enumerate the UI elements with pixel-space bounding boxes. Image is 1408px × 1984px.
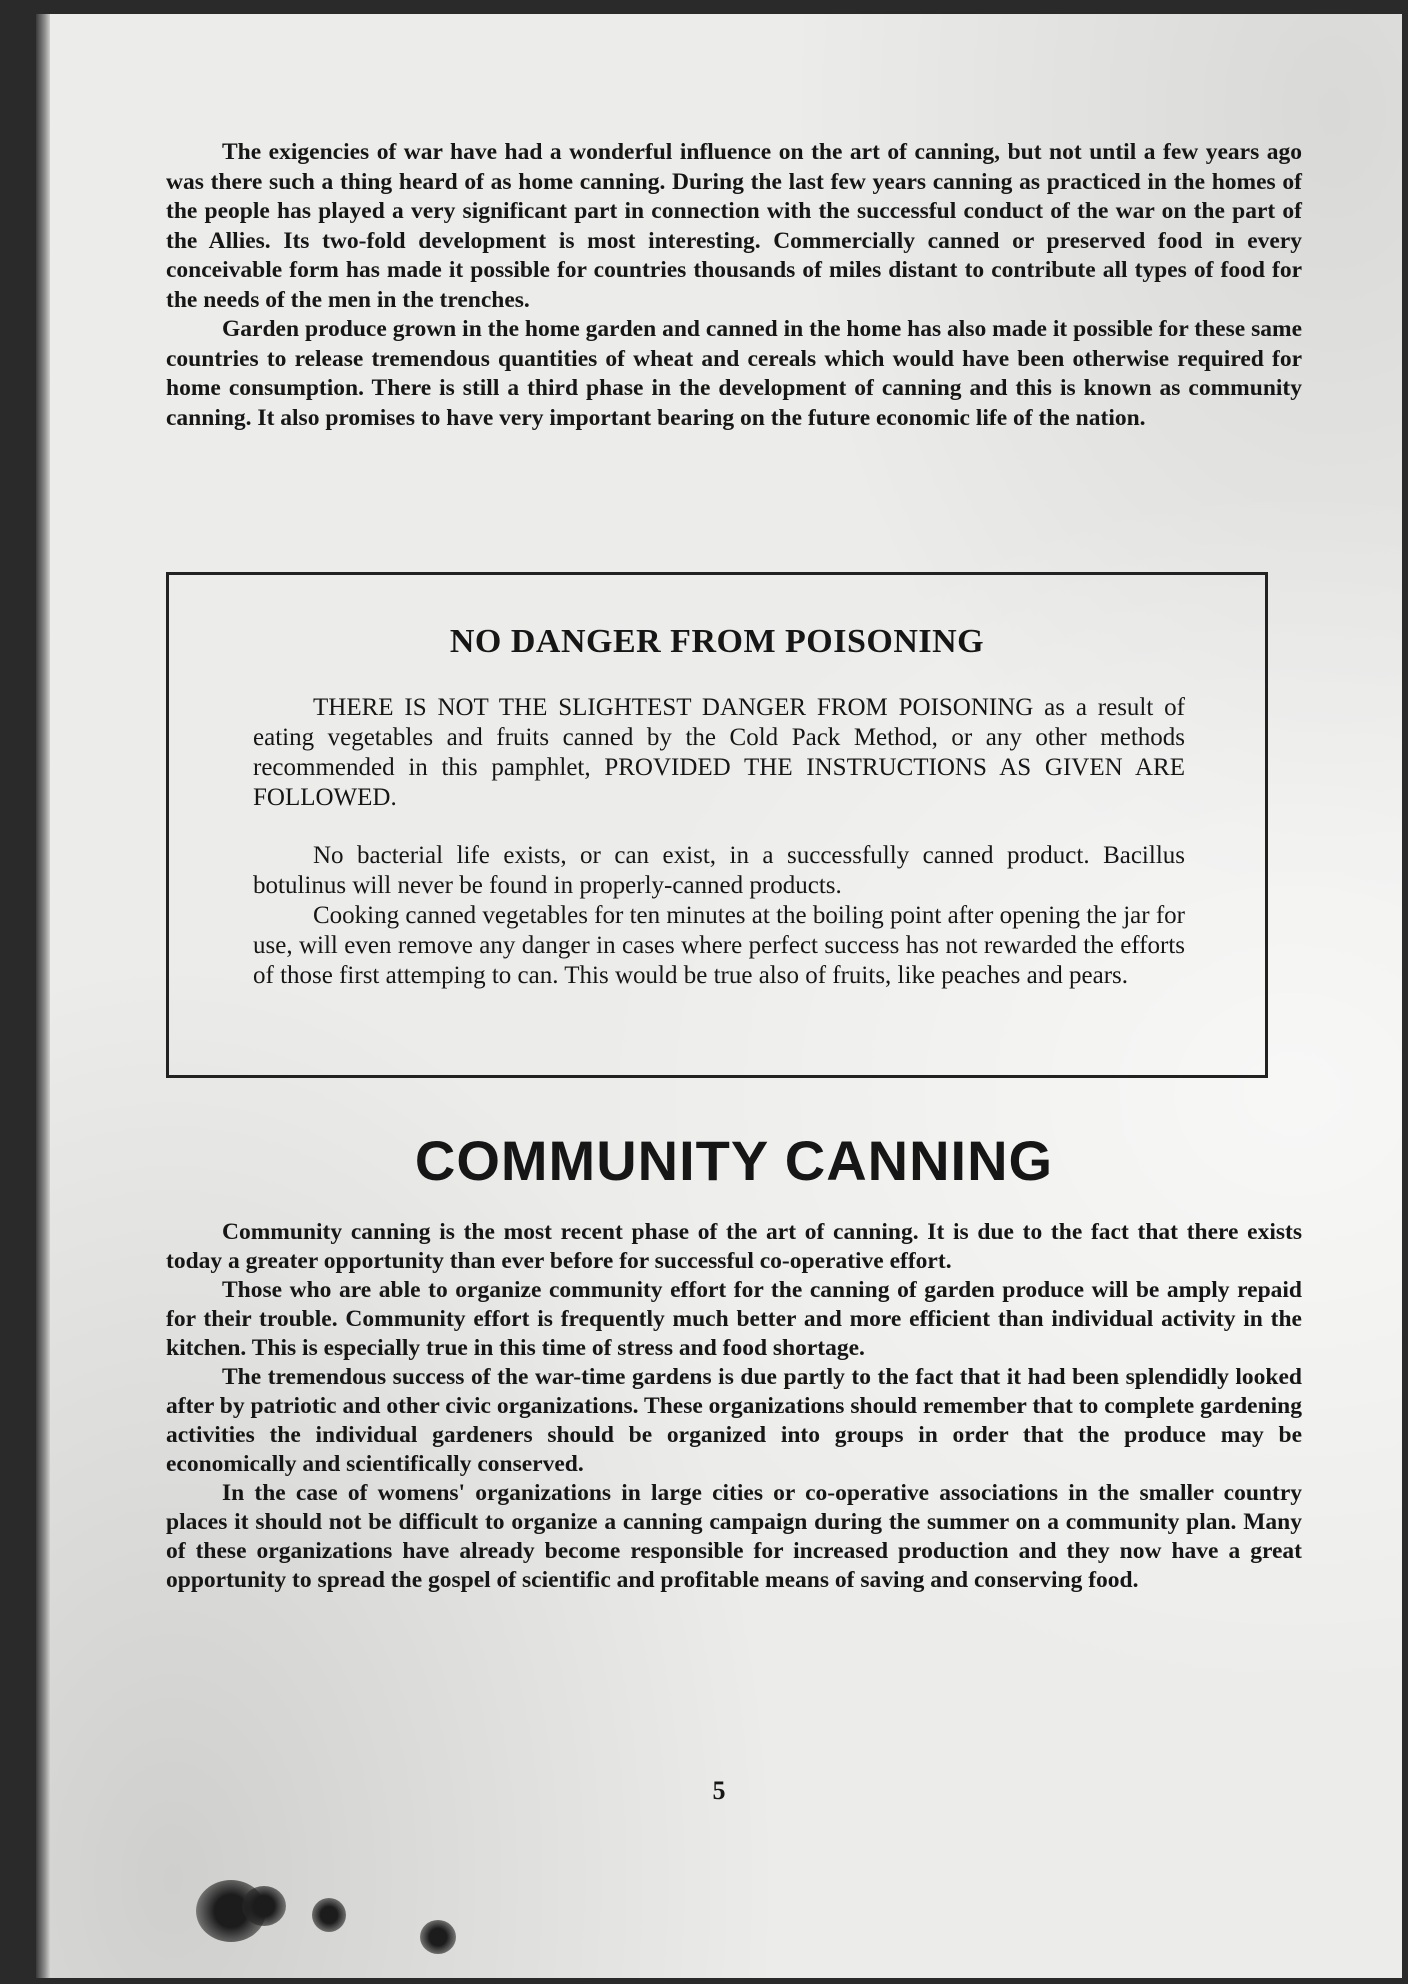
intro-paragraph: Garden produce grown in the home garden and canned in the home has also made it possible for these same countries to release tremendous quantities of wheat and cereals which would have been otherwise required for home consumption. There is still a third phase in the development of canning and this is known as community canning. It also promises to have very important bearing on the future economic life of the nation.	[166, 316, 1302, 431]
notice-box-body	[253, 693, 1185, 991]
community-section	[166, 1218, 1302, 1595]
notice-paragraph: THERE IS NOT THE SLIGHTEST DANGER FROM POISONING as a result of eating vegetables and fruits canned by the Cold Pack Method, or any other methods recommended in this pamphlet, PROVIDED THE INSTRUCTIONS AS GIVEN ARE FOLLOWED.	[253, 694, 1185, 811]
community-paragraph: The tremendous success of the war-time gardens is due partly to the fact that it had been splendidly looked after by patriotic and other civic organizations. These organizations should remember that to complete gardening activities the individual gardeners should be organized into groups in order that the produce may be economically and scientifically conserved.	[166, 1364, 1302, 1477]
community-paragraph: Those who are able to organize community effort for the canning of garden produce will be amply repaid for their trouble. Community effort is frequently much better and more efficient than individual activity in the kitchen. This is especially true in this time of stress and food shortage.	[166, 1277, 1302, 1361]
book-spine-edge	[36, 14, 50, 1978]
ink-stain	[420, 1920, 456, 1954]
community-paragraph: Community canning is the most recent phase of the art of canning. It is due to the fact that there exists today a greater opportunity than ever before for successful co-operative effort.	[166, 1219, 1302, 1274]
section-title: COMMUNITY CANNING	[414, 1129, 1054, 1192]
ink-stain	[312, 1898, 346, 1932]
notice-box-title: NO DANGER FROM POISONING	[449, 623, 985, 660]
ink-stain	[242, 1886, 286, 1926]
notice-paragraph: Cooking canned vegetables for ten minutes at the boiling point after opening the jar for use, will even remove any danger in cases where perfect success has not rewarded the efforts of those first attemping to can. This would be true also of fruits, like peaches and pears.	[253, 902, 1185, 989]
notice-paragraph: No bacterial life exists, or can exist, in a successfully canned product. Bacillus botulinus will never be found in properly-canned products.	[253, 842, 1185, 899]
intro-paragraph: The exigencies of war have had a wonderful influence on the art of canning, but not until a few years ago was there such a thing heard of as home canning. During the last few years canning as practiced in the homes of the people has played a very significant part in connection with the successful conduct of the war on the part of the Allies. Its two-fold development is most interesting. Commercially canned or preserved food in every conceivable form has made it possible for countries thousands of miles distant to contribute all types of food for the needs of the men in the trenches.	[166, 139, 1302, 313]
page-number: 5	[712, 1776, 726, 1805]
notice-box	[166, 572, 1268, 1078]
intro-section	[166, 138, 1302, 433]
document-page	[36, 14, 1402, 1978]
community-paragraph: In the case of womens' organizations in large cities or co-operative associations in the smaller country places it should not be difficult to organize a canning campaign during the summer on a community plan. Many of these organizations have already become responsible for increased production and they now have a great opportunity to spread the gospel of scientific and profitable means of saving and conserving food.	[166, 1480, 1302, 1593]
